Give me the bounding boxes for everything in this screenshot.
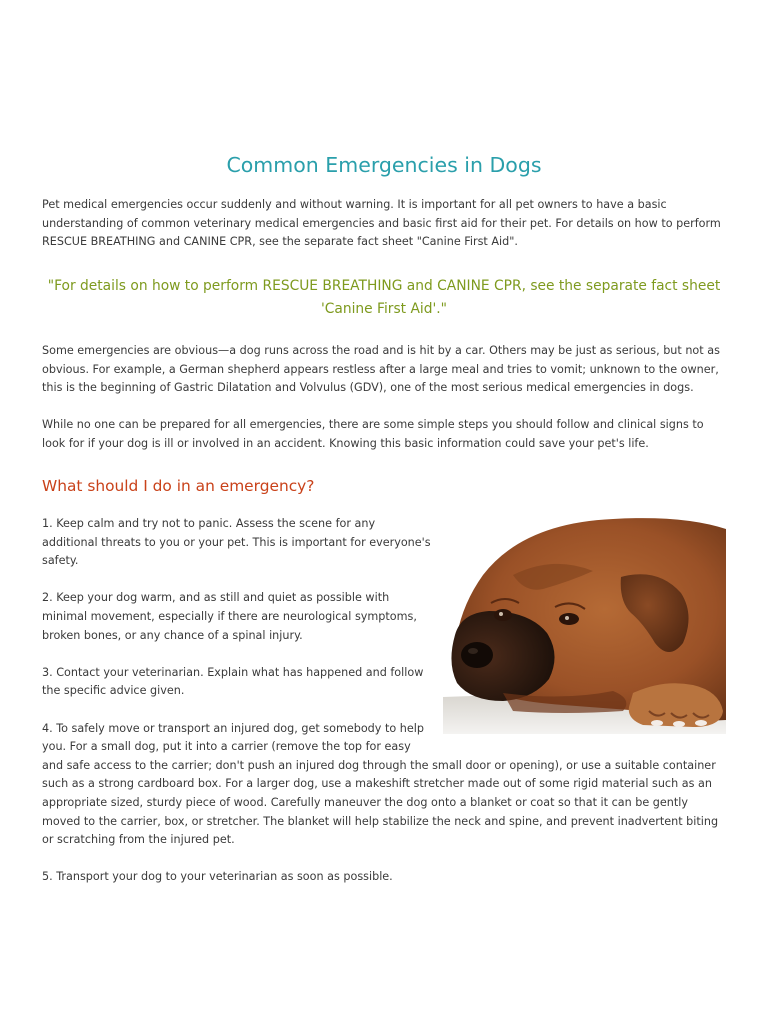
- pull-quote: [42, 275, 726, 320]
- step-item-5: 5. Transport your dog to your veterinarian as soon as possible.: [42, 870, 393, 884]
- preparation-paragraph: While no one can be prepared for all emergencies, there are some simple steps you should follow and clinical signs to look for if your dog is ill or involved in an accident. Knowing this basic information could save your pet's life.: [42, 418, 704, 450]
- step-item-1: 1. Keep calm and try not to panic. Assess the scene for any additional threats to you or your pet. This is important for everyone's safety.: [42, 517, 431, 568]
- resting-dog-illustration: [443, 515, 726, 734]
- pull-quote-line-1: "For details on how to perform RESCUE BREATHING and CANINE CPR, see the separate fact sheet: [47, 278, 721, 294]
- section-heading: What should I do in an emergency?: [42, 477, 315, 495]
- step-item-4: 4. To safely move or transport an injured dog, get somebody to help you. For a small dog, put it into a carrier (remove the top for easy and safe access to the carrier; don't push an injured dog through the small door or opening), or use a suitable container such as a strong cardboard box. For a larger dog, use a makeshift stretcher made out of some rigid material such as an appropriate sized, sturdy piece of wood. Carefully maneuver the dog onto a blanket or coat so that it can be gently moved to the carrier, box, or stretcher. The blanket will help stabilize the neck and spine, and prevent inadvertent biting or scratching from the injured pet.: [42, 721, 719, 847]
- intro-paragraph: Pet medical emergencies occur suddenly and without warning. It is important for all pet owners to have a basic understanding of common veterinary medical emergencies and basic first aid for their pet. For details on how to perform RESCUE BREATHING and CANINE CPR, see the separate fact sheet "Canine First Aid".: [42, 198, 721, 249]
- page-title: Common Emergencies in Dogs: [226, 153, 542, 177]
- pull-quote-line-2: 'Canine First Aid'.": [320, 300, 448, 317]
- obvious-emergencies-paragraph: Some emergencies are obvious—a dog runs across the road and is hit by a car. Others may be just as serious, but not as obvious. For example, a German shepherd appears restless after a large meal and tries to vomit; unknown to the owner, this is the beginning of Gastric Dilatation and Volvulus (GDV), one of the most serious medical emergencies in dogs.: [42, 344, 720, 395]
- step-item-3: 3. Contact your veterinarian. Explain what has happened and follow the specific advice given.: [42, 665, 424, 698]
- dog-photo: [443, 515, 726, 734]
- step-item-2: 2. Keep your dog warm, and as still and quiet as possible with minimal movement, especially if there are neurological symptoms, broken bones, or any chance of a spinal injury.: [42, 591, 417, 642]
